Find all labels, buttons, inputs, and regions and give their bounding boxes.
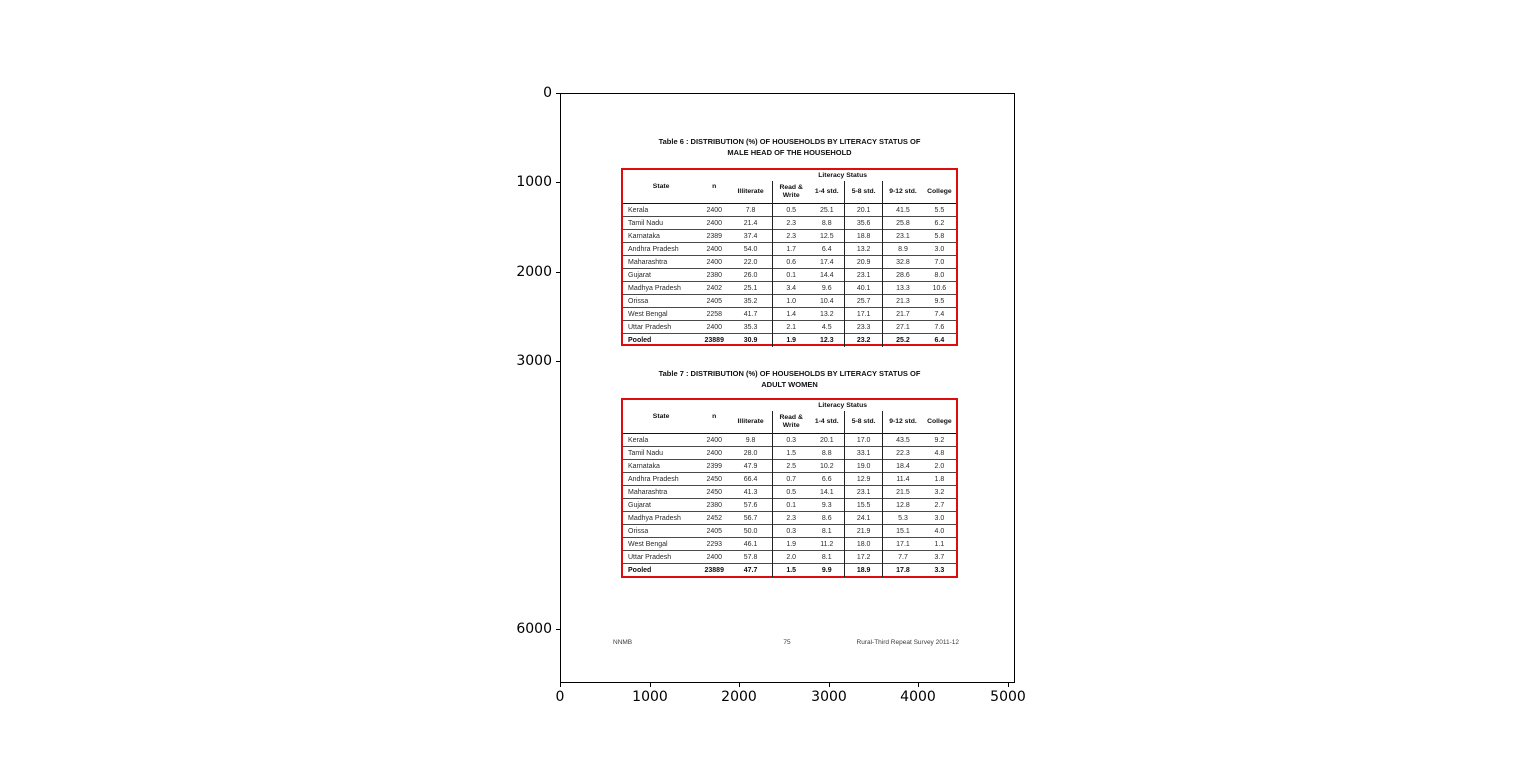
value-cell: 12.3 [819, 336, 834, 344]
x-tick-mark [650, 683, 651, 687]
value-cell: 17.8 [883, 564, 923, 577]
table-row [623, 282, 956, 295]
value-cell: 20.1 [845, 204, 883, 217]
value-cell: 9.5 [934, 297, 945, 305]
value-cell: 2380 [706, 501, 723, 509]
value-cell: 0.3 [772, 525, 809, 538]
value-cell: 11.2 [820, 540, 834, 548]
value-cell: 23889 [704, 566, 724, 574]
value-cell: 15.1 [883, 525, 923, 538]
value-cell: 6.2 [934, 219, 945, 227]
value-cell: 23889 [704, 336, 724, 344]
value-cell: 35.3 [743, 323, 758, 331]
state-cell: Tamil Nadu [628, 219, 664, 227]
plot-axes [560, 93, 1015, 683]
value-cell: 46.1 [743, 540, 758, 548]
value-cell: 2400 [706, 553, 723, 561]
y-tick-label: 1000 [516, 174, 552, 190]
value-cell: 9.6 [821, 284, 832, 292]
value-cell: 4.0 [934, 527, 945, 535]
table-row [623, 334, 956, 347]
state-cell: West Bengal [628, 310, 668, 318]
value-cell: 35.2 [743, 297, 758, 305]
column-header-1-4-std: 1-4 std. [814, 188, 839, 195]
column-header-read-write: Read & Write [772, 181, 809, 204]
table-row [623, 525, 956, 538]
x-tick-label: 4000 [900, 689, 936, 705]
value-cell: 27.1 [883, 321, 923, 334]
value-cell: 9.9 [821, 566, 832, 574]
value-cell: 33.1 [845, 447, 883, 460]
column-header-n: n [712, 182, 717, 190]
value-cell: 25.7 [845, 295, 883, 308]
footer-org-label: NNMB [613, 639, 633, 646]
value-cell: 2258 [706, 310, 723, 318]
value-cell: 1.8 [934, 475, 945, 483]
value-cell: 8.0 [934, 271, 945, 279]
value-cell: 2400 [706, 323, 723, 331]
value-cell: 10.6 [932, 284, 947, 292]
value-cell: 2450 [706, 488, 723, 496]
state-cell: Gujarat [628, 501, 651, 509]
value-cell: 0.1 [772, 269, 809, 282]
value-cell: 12.8 [883, 499, 923, 512]
value-cell: 47.9 [743, 462, 758, 470]
table-row [623, 434, 956, 447]
value-cell: 3.0 [934, 514, 945, 522]
value-cell: 22.3 [883, 447, 923, 460]
value-cell: 13.3 [883, 282, 923, 295]
value-cell: 6.4 [821, 245, 832, 253]
value-cell: 8.6 [821, 514, 832, 522]
value-cell: 43.5 [883, 434, 923, 447]
value-cell: 3.7 [934, 553, 945, 561]
x-tick-label: 5000 [990, 689, 1026, 705]
value-cell: 7.7 [883, 551, 923, 564]
value-cell: 12.9 [845, 473, 883, 486]
y-tick-mark [556, 629, 560, 630]
value-cell: 25.1 [819, 206, 834, 214]
table-row [623, 230, 956, 243]
table-row [623, 217, 956, 230]
value-cell: 8.9 [883, 243, 923, 256]
y-tick-label: 6000 [516, 621, 552, 637]
value-cell: 25.2 [883, 334, 923, 347]
table-row [623, 473, 956, 486]
column-header-illiterate: Illiterate [737, 188, 764, 195]
x-tick-mark [918, 683, 919, 687]
value-cell: 47.7 [743, 566, 758, 574]
value-cell: 2399 [706, 462, 723, 470]
x-tick-mark [829, 683, 830, 687]
value-cell: 0.5 [772, 486, 809, 499]
x-tick-label: 0 [555, 689, 565, 705]
value-cell: 2.3 [772, 512, 809, 525]
group-header-literacy-status: Literacy Status [818, 171, 867, 179]
value-cell: 66.4 [743, 475, 758, 483]
value-cell: 2400 [706, 449, 723, 457]
table-row [623, 564, 956, 577]
state-cell: Tamil Nadu [628, 449, 664, 457]
value-cell: 17.1 [883, 538, 923, 551]
value-cell: 8.8 [821, 219, 832, 227]
value-cell: 2.3 [772, 217, 809, 230]
table7-red-box [621, 398, 958, 578]
value-cell: 11.4 [883, 473, 923, 486]
value-cell: 17.0 [845, 434, 883, 447]
x-tick-label: 3000 [811, 689, 847, 705]
column-header-state: State [652, 182, 670, 190]
table-row [623, 538, 956, 551]
value-cell: 21.3 [883, 295, 923, 308]
value-cell: 2293 [706, 540, 723, 548]
value-cell: 2402 [706, 284, 723, 292]
value-cell: 19.0 [845, 460, 883, 473]
value-cell: 23.2 [845, 334, 883, 347]
state-cell: Madhya Pradesh [628, 284, 681, 292]
state-cell: Maharashtra [628, 258, 668, 266]
value-cell: 13.2 [845, 243, 883, 256]
value-cell: 13.2 [819, 310, 834, 318]
table-row [623, 551, 956, 564]
value-cell: 54.0 [743, 245, 758, 253]
table-row [623, 512, 956, 525]
value-cell: 21.4 [743, 219, 758, 227]
state-cell: Kerala [628, 436, 649, 444]
value-cell: 7.6 [934, 323, 945, 331]
value-cell: 2452 [706, 514, 723, 522]
value-cell: 41.3 [743, 488, 758, 496]
value-cell: 7.0 [934, 258, 945, 266]
table-row [623, 269, 956, 282]
value-cell: 7.4 [934, 310, 945, 318]
y-tick-mark [556, 182, 560, 183]
value-cell: 20.9 [845, 256, 883, 269]
state-cell: Andhra Pradesh [628, 475, 679, 483]
column-header-9-12-std: 9-12 std. [883, 411, 923, 434]
value-cell: 18.4 [883, 460, 923, 473]
value-cell: 35.6 [845, 217, 883, 230]
x-tick-label: 1000 [632, 689, 668, 705]
table-row [623, 295, 956, 308]
value-cell: 1.5 [772, 447, 809, 460]
state-cell: Madhya Pradesh [628, 514, 681, 522]
state-cell: Gujarat [628, 271, 651, 279]
table7-title-line2: ADULT WOMEN [761, 379, 818, 389]
value-cell: 37.4 [743, 232, 758, 240]
value-cell: 20.1 [819, 436, 834, 444]
value-cell: 4.8 [934, 449, 945, 457]
value-cell: 21.7 [883, 308, 923, 321]
value-cell: 41.7 [743, 310, 758, 318]
value-cell: 2380 [706, 271, 723, 279]
state-cell: Karnataka [628, 462, 660, 470]
table-6-male-head [623, 170, 956, 347]
state-cell: Uttar Pradesh [628, 323, 672, 331]
value-cell: 5.3 [883, 512, 923, 525]
value-cell: 2.3 [772, 230, 809, 243]
value-cell: 14.1 [819, 488, 834, 496]
table-row [623, 256, 956, 269]
table-row [623, 204, 956, 217]
value-cell: 3.4 [772, 282, 809, 295]
state-cell: Orissa [628, 527, 649, 535]
value-cell: 17.4 [819, 258, 834, 266]
footer-survey-label: Rural-Third Repeat Survey 2011-12 [856, 639, 959, 646]
x-tick-label: 2000 [721, 689, 757, 705]
value-cell: 4.5 [821, 323, 832, 331]
y-tick-label: 0 [543, 85, 552, 101]
state-cell: Maharashtra [628, 488, 668, 496]
value-cell: 3.0 [934, 245, 945, 253]
page-number: 75 [783, 639, 791, 646]
value-cell: 3.2 [934, 488, 945, 496]
value-cell: 2400 [706, 206, 723, 214]
value-cell: 18.0 [845, 538, 883, 551]
value-cell: 0.6 [772, 256, 809, 269]
table-row [623, 308, 956, 321]
value-cell: 8.1 [821, 527, 832, 535]
value-cell: 22.0 [743, 258, 758, 266]
column-header-5-8-std: 5-8 std. [845, 411, 883, 434]
state-cell: Kerala [628, 206, 649, 214]
state-cell: Andhra Pradesh [628, 245, 679, 253]
value-cell: 1.9 [772, 538, 809, 551]
scanned-document-page [561, 94, 1016, 684]
value-cell: 2.1 [772, 321, 809, 334]
value-cell: 2450 [706, 475, 723, 483]
value-cell: 57.6 [743, 501, 758, 509]
value-cell: 10.4 [819, 297, 834, 305]
state-cell: Orissa [628, 297, 649, 305]
table7-title [621, 369, 958, 390]
column-header-n: n [712, 412, 717, 420]
value-cell: 6.6 [821, 475, 832, 483]
value-cell: 8.1 [821, 553, 832, 561]
value-cell: 23.1 [883, 230, 923, 243]
value-cell: 9.3 [821, 501, 832, 509]
value-cell: 0.5 [772, 204, 809, 217]
value-cell: 2.0 [934, 462, 945, 470]
value-cell: 18.8 [845, 230, 883, 243]
group-header-literacy-status: Literacy Status [818, 401, 867, 409]
value-cell: 2.5 [772, 460, 809, 473]
value-cell: 50.0 [743, 527, 758, 535]
value-cell: 1.1 [934, 540, 945, 548]
value-cell: 2400 [706, 436, 723, 444]
value-cell: 32.8 [883, 256, 923, 269]
value-cell: 1.5 [772, 564, 809, 577]
table-row [623, 321, 956, 334]
value-cell: 41.5 [883, 204, 923, 217]
value-cell: 21.9 [845, 525, 883, 538]
value-cell: 1.7 [772, 243, 809, 256]
value-cell: 12.5 [819, 232, 834, 240]
value-cell: 2.7 [934, 501, 945, 509]
value-cell: 2405 [706, 527, 723, 535]
table-row [623, 447, 956, 460]
value-cell: 17.2 [845, 551, 883, 564]
value-cell: 0.7 [772, 473, 809, 486]
value-cell: 56.7 [743, 514, 758, 522]
state-cell: Karnataka [628, 232, 660, 240]
value-cell: 30.9 [743, 336, 758, 344]
value-cell: 23.1 [845, 269, 883, 282]
value-cell: 25.1 [743, 284, 758, 292]
value-cell: 14.4 [819, 271, 834, 279]
table-row [623, 243, 956, 256]
column-header-9-12-std: 9-12 std. [883, 181, 923, 204]
column-header-5-8-std: 5-8 std. [845, 181, 883, 204]
state-cell: Pooled [628, 336, 652, 344]
column-header-college: College [927, 188, 952, 195]
value-cell: 9.2 [934, 436, 945, 444]
column-header-illiterate: Illiterate [737, 418, 764, 425]
value-cell: 2389 [706, 232, 723, 240]
value-cell: 21.5 [883, 486, 923, 499]
value-cell: 10.2 [819, 462, 834, 470]
value-cell: 8.8 [821, 449, 832, 457]
y-tick-mark [556, 93, 560, 94]
value-cell: 1.0 [772, 295, 809, 308]
table6-title-line1: Table 6 : DISTRIBUTION (%) OF HOUSEHOLDS BY LITERACY STATUS OF [658, 137, 921, 146]
x-tick-mark [1008, 683, 1009, 687]
value-cell: 2400 [706, 258, 723, 266]
table-row [623, 460, 956, 473]
column-header-read-write: Read & Write [772, 411, 809, 434]
value-cell: 18.9 [845, 564, 883, 577]
value-cell: 40.1 [845, 282, 883, 295]
value-cell: 1.9 [772, 334, 809, 347]
value-cell: 0.3 [772, 434, 809, 447]
value-cell: 6.4 [934, 336, 945, 344]
value-cell: 25.8 [883, 217, 923, 230]
value-cell: 24.1 [845, 512, 883, 525]
value-cell: 2.0 [772, 551, 809, 564]
state-cell: Pooled [628, 566, 652, 574]
x-tick-mark [560, 683, 561, 687]
value-cell: 23.3 [845, 321, 883, 334]
value-cell: 26.0 [743, 271, 758, 279]
table6-title-line2: MALE HEAD OF THE HOUSEHOLD [727, 147, 852, 157]
value-cell: 1.4 [772, 308, 809, 321]
value-cell: 5.5 [934, 206, 945, 214]
column-header-1-4-std: 1-4 std. [814, 418, 839, 425]
value-cell: 9.8 [745, 436, 756, 444]
value-cell: 3.3 [934, 566, 945, 574]
state-cell: Uttar Pradesh [628, 553, 672, 561]
value-cell: 28.0 [743, 449, 758, 457]
y-tick-label: 2000 [516, 264, 552, 280]
table6-title [621, 137, 958, 158]
value-cell: 7.8 [745, 206, 756, 214]
y-tick-mark [556, 361, 560, 362]
table-row [623, 499, 956, 512]
column-header-college: College [927, 418, 952, 425]
value-cell: 28.6 [883, 269, 923, 282]
table-7-adult-women [623, 400, 956, 577]
column-header-state: State [652, 412, 670, 420]
x-tick-mark [739, 683, 740, 687]
state-cell: West Bengal [628, 540, 668, 548]
value-cell: 5.8 [934, 232, 945, 240]
table-row [623, 486, 956, 499]
value-cell: 0.1 [772, 499, 809, 512]
value-cell: 57.8 [743, 553, 758, 561]
value-cell: 15.5 [845, 499, 883, 512]
page-footer [561, 639, 1016, 651]
table6-red-box [621, 168, 958, 346]
value-cell: 2405 [706, 297, 723, 305]
y-tick-label: 3000 [516, 353, 552, 369]
y-tick-mark [556, 272, 560, 273]
table7-title-line1: Table 7 : DISTRIBUTION (%) OF HOUSEHOLDS BY LITERACY STATUS OF [658, 369, 921, 378]
value-cell: 2400 [706, 245, 723, 253]
value-cell: 17.1 [845, 308, 883, 321]
value-cell: 23.1 [845, 486, 883, 499]
value-cell: 2400 [706, 219, 723, 227]
